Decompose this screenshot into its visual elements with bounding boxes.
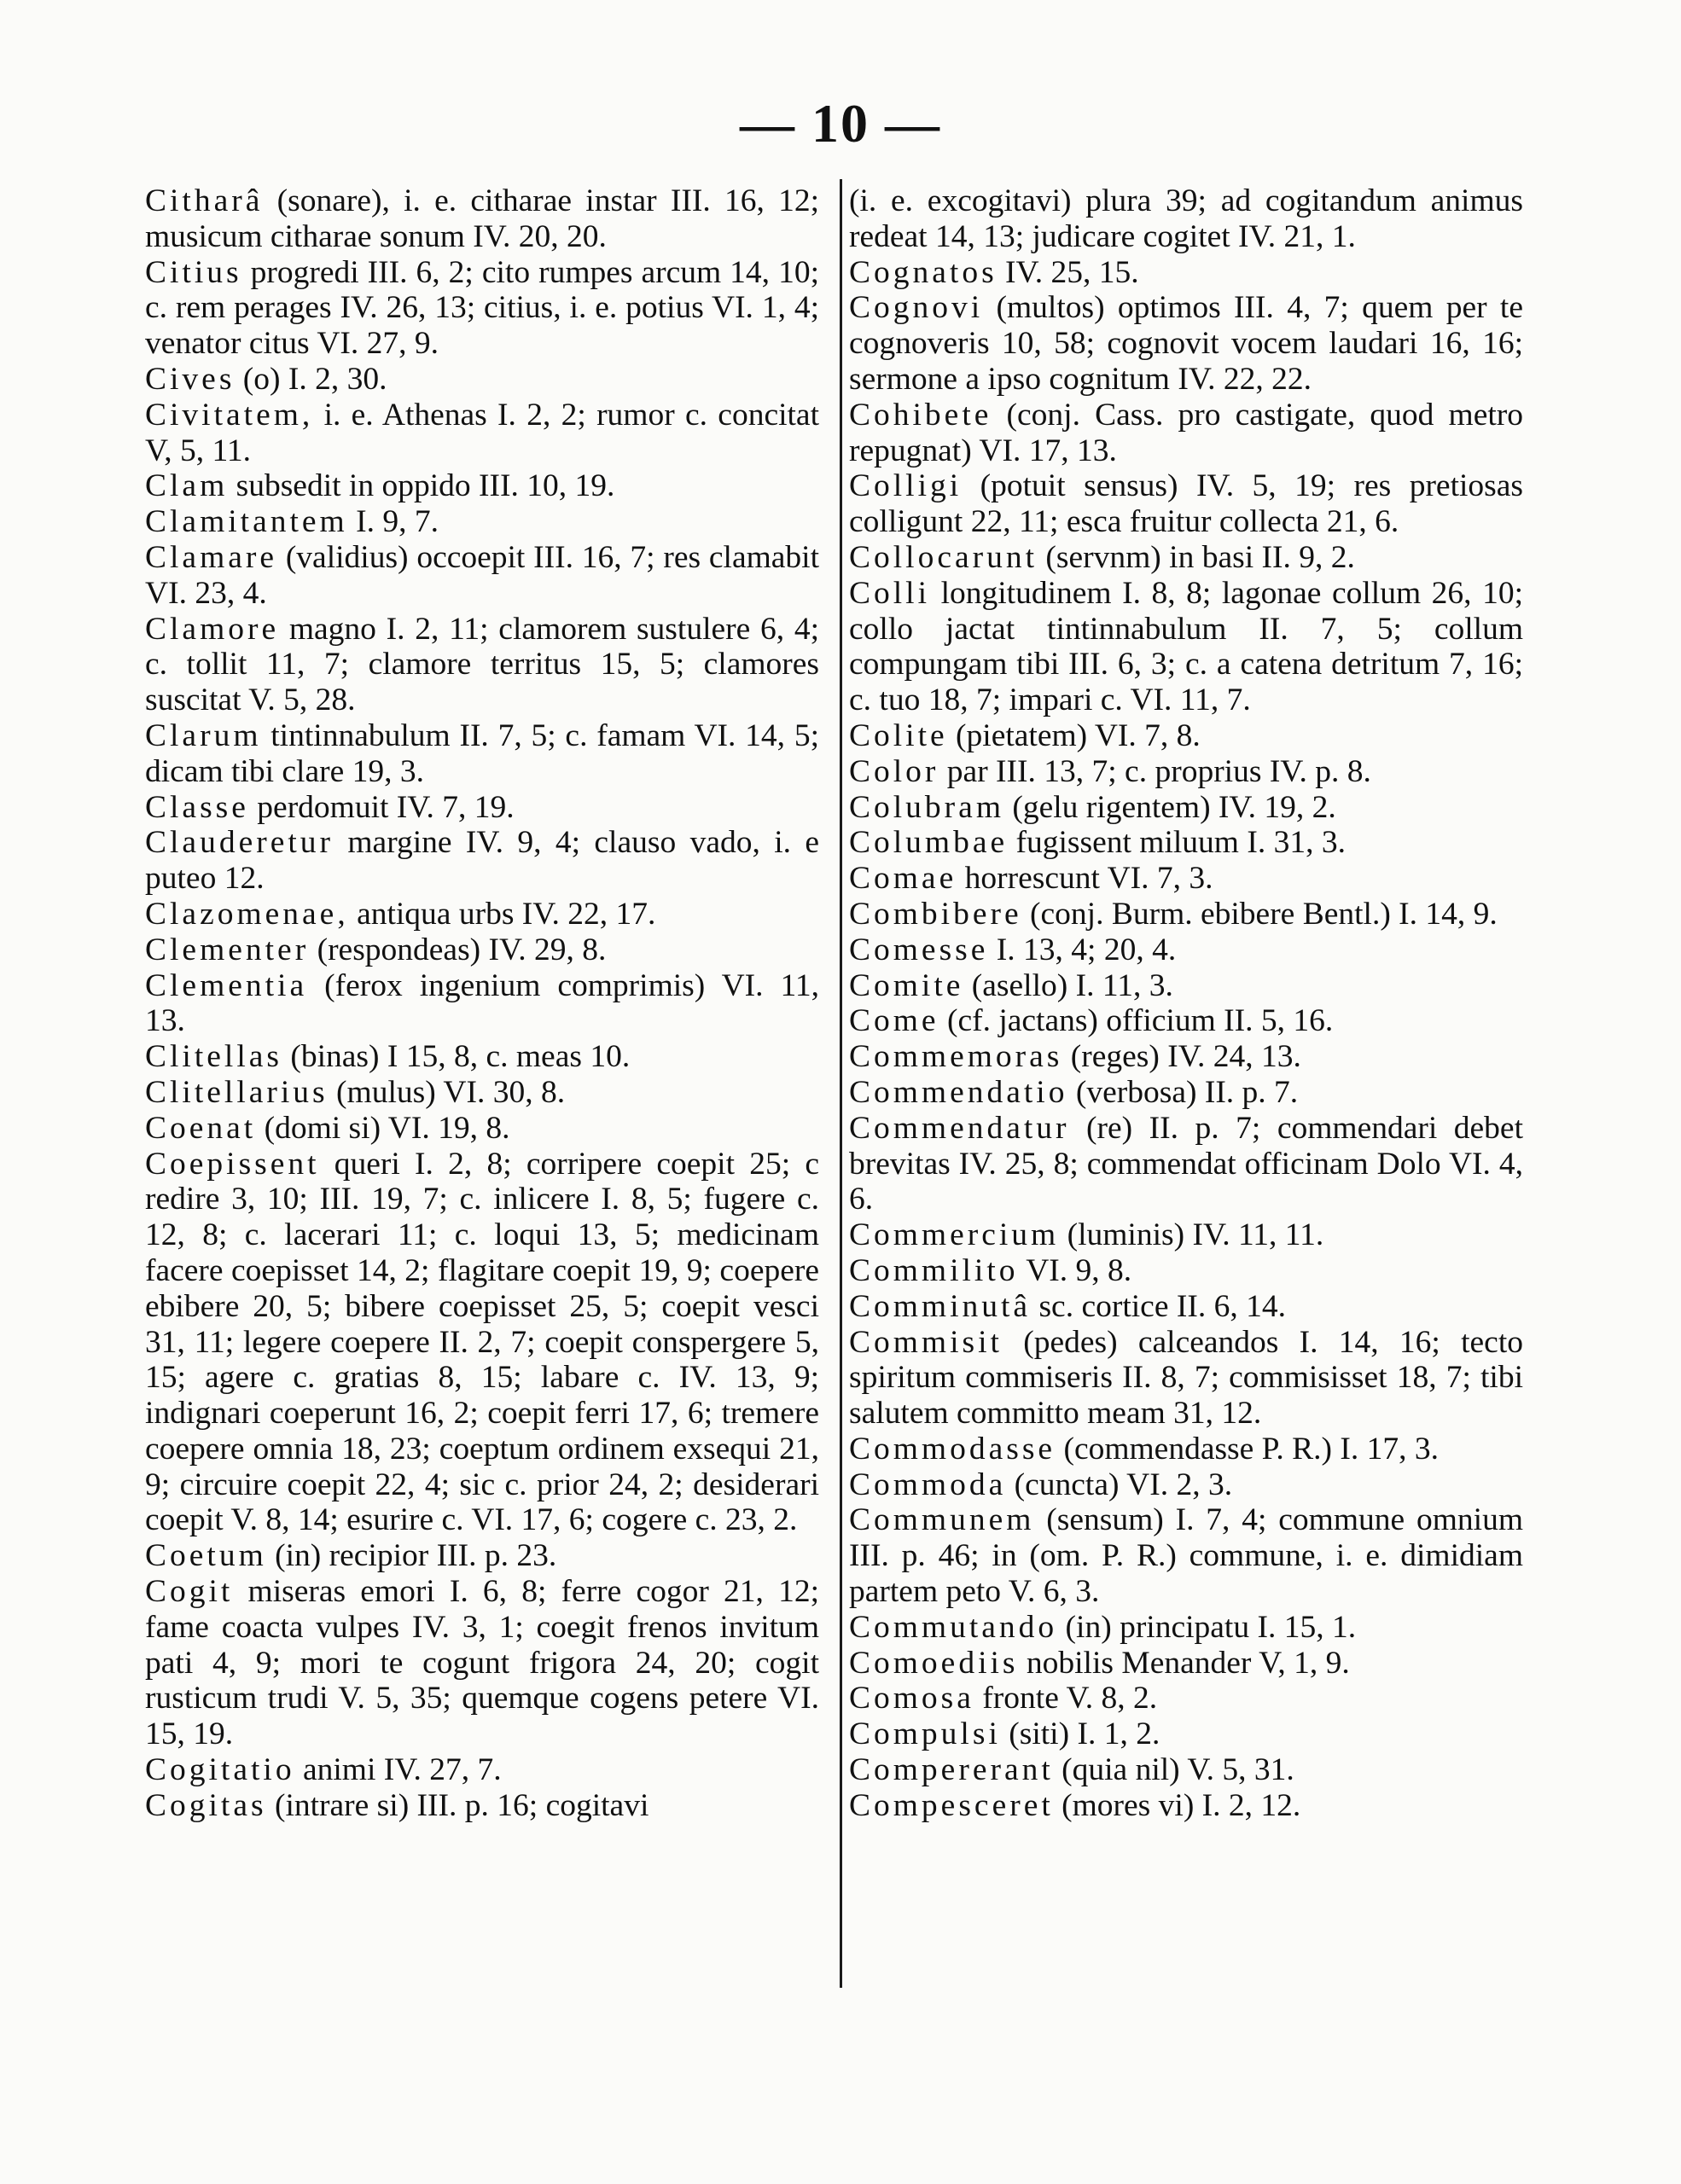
column-divider xyxy=(840,179,842,1988)
entry-text: (in) recipior III. p. 23. xyxy=(266,1538,557,1574)
entry-lemma: Clamitantem xyxy=(145,504,348,540)
entry-lemma: Classe xyxy=(145,789,249,825)
entry-lemma: Comosa xyxy=(849,1681,974,1716)
entry-lemma: Comae xyxy=(849,861,957,897)
entry-lemma: Coepissent xyxy=(145,1146,320,1182)
entry-lemma: Commercium xyxy=(849,1217,1060,1253)
index-entry xyxy=(849,255,1523,291)
index-entry xyxy=(849,1467,1523,1503)
entry-text: sc. cortice II. 6, 14. xyxy=(1031,1288,1286,1324)
entry-text: (conj. Burm. ebibere Bentl.) I. 14, 9. xyxy=(1021,896,1498,932)
index-entry xyxy=(145,468,819,504)
entry-text: (mores vi) I. 2, 12. xyxy=(1053,1787,1301,1823)
entry-text: (siti) I. 1, 2. xyxy=(1000,1716,1160,1752)
entry-text: (pedes) calceandos I. 14, 16; tecto spiritum commiseris II. 8, 7; commisisset 18, 7; tibi salutem committo meam 31, 12. xyxy=(849,1324,1523,1432)
entry-lemma: Cohibete xyxy=(849,397,992,433)
entry-lemma: Clarum xyxy=(145,717,262,753)
index-entry xyxy=(849,1502,1523,1609)
entry-lemma: Clementia xyxy=(145,967,308,1003)
entry-lemma: Cogit xyxy=(145,1574,234,1610)
entry-lemma: Colubram xyxy=(849,789,1004,825)
index-entry xyxy=(145,398,819,469)
entry-text: (ferox ingenium comprimis) VI. 11, 13. xyxy=(145,967,819,1039)
entry-text: (respondeas) IV. 29, 8. xyxy=(309,932,607,967)
index-entry xyxy=(849,1003,1523,1039)
entry-lemma: Coenat xyxy=(145,1110,257,1146)
entry-text: (o) I. 2, 30. xyxy=(235,361,387,397)
page-number: — 10 — xyxy=(740,93,941,154)
entry-text: (intrare si) III. p. 16; cogitavi xyxy=(266,1787,649,1823)
index-entry xyxy=(145,968,819,1040)
entry-text: (cuncta) VI. 2, 3. xyxy=(1006,1467,1233,1502)
entry-text: horrescunt VI. 7, 3. xyxy=(957,861,1213,897)
index-entry xyxy=(145,1752,819,1788)
entry-lemma: Comoediis xyxy=(849,1645,1019,1681)
left-column xyxy=(145,183,819,1824)
entry-text: (gelu rigentem) IV. 19, 2. xyxy=(1003,789,1336,825)
entry-lemma: Coetum xyxy=(145,1538,267,1574)
entry-lemma: Color xyxy=(849,753,939,789)
entry-text: longitudinem I. 8, 8; lagonae collum 26, 10; collo jactat tintinnabulum II. 7, 5; collum compungam tibi III. 6, 3; c. a catena detritum 7, 16; c. tuo 18, 7; impari c. VI. 11, 7. xyxy=(849,575,1523,718)
index-entry xyxy=(849,718,1523,754)
entry-text: magno I. 2, 11; clamorem sustulere 6, 4; c. tollit 11, 7; clamore territus 15, 5; clamores suscitat V. 5, 28. xyxy=(145,611,819,718)
entry-text: I. 9, 7. xyxy=(347,504,439,540)
entry-text: progredi III. 6, 2; cito rumpes arcum 14, 10; c. rem perages IV. 26, 13; citius, i. e. potius VI. 1, 4; venator citus VI. 27, 9. xyxy=(145,254,819,362)
entry-text: (conj. Cass. pro castigate, quod metro repugnat) VI. 17, 13. xyxy=(849,397,1523,468)
entry-text: subsedit in oppido III. 10, 19. xyxy=(228,468,615,504)
entry-text: (pietatem) VI. 7, 8. xyxy=(947,717,1201,753)
index-entry xyxy=(849,1681,1523,1716)
entry-lemma: Clitellas xyxy=(145,1039,282,1075)
index-entry xyxy=(849,540,1523,576)
entry-lemma: Commutando xyxy=(849,1609,1058,1645)
index-entry xyxy=(145,183,819,255)
index-entry xyxy=(849,1325,1523,1432)
entry-lemma: Commilito xyxy=(849,1252,1019,1288)
entry-text: (commendasse P. R.) I. 17, 3. xyxy=(1056,1431,1439,1467)
entry-lemma: Commodasse xyxy=(849,1431,1056,1467)
entry-lemma: Clamare xyxy=(145,539,278,575)
entry-lemma: Clementer xyxy=(145,932,310,967)
entry-text: VI. 9, 8. xyxy=(1018,1252,1132,1288)
entry-lemma: Clam xyxy=(145,468,229,504)
entry-lemma: Citharâ xyxy=(145,183,264,218)
entry-text: (sonare), i. e. citharae instar III. 16, 12; musicum citharae sonum IV. 20, 20. xyxy=(145,183,819,254)
index-entry xyxy=(145,1538,819,1574)
entry-lemma: Cogitatio xyxy=(145,1752,295,1788)
index-entry xyxy=(849,1432,1523,1467)
entry-lemma: Communem xyxy=(849,1502,1035,1538)
index-entry xyxy=(849,1646,1523,1682)
entry-text: tintinnabulum II. 7, 5; c. famam VI. 14, 5; dicam tibi clare 19, 3. xyxy=(145,717,819,789)
entry-text: I. 13, 4; 20, 4. xyxy=(988,932,1177,967)
entry-text: (mulus) VI. 30, 8. xyxy=(328,1074,566,1110)
entry-lemma: Cogitas xyxy=(145,1787,267,1823)
entry-text: IV. 25, 15. xyxy=(997,254,1139,290)
entry-text: (luminis) IV. 11, 11. xyxy=(1059,1217,1324,1253)
index-entry xyxy=(849,754,1523,790)
entry-text: fugissent miluum I. 31, 3. xyxy=(1008,825,1346,861)
entry-text: (validius) occoepit III. 16, 7; res clamabit VI. 23, 4. xyxy=(145,539,819,611)
entry-lemma: Civitatem, xyxy=(145,397,314,433)
entry-text: (verbosa) II. p. 7. xyxy=(1067,1074,1299,1110)
entry-lemma: Colli xyxy=(849,575,931,611)
entry-lemma: Comminutâ xyxy=(849,1288,1032,1324)
entry-text: (potuit sensus) IV. 5, 19; res pretiosas colligunt 22, 11; esca fruitur collecta 21, 6. xyxy=(849,468,1523,540)
entry-lemma: Compulsi xyxy=(849,1716,1001,1752)
entry-lemma: Citius xyxy=(145,254,242,290)
index-entry xyxy=(145,612,819,718)
entry-text: antiqua urbs IV. 22, 17. xyxy=(348,896,656,932)
entry-lemma: Combibere xyxy=(849,896,1022,932)
index-entry xyxy=(145,1147,819,1539)
entry-lemma: Commoda xyxy=(849,1467,1007,1502)
index-entry xyxy=(849,1788,1523,1824)
index-entry xyxy=(145,504,819,540)
entry-lemma: Comesse xyxy=(849,932,989,967)
entry-lemma: Collocarunt xyxy=(849,539,1038,575)
entry-lemma: Clamore xyxy=(145,611,280,647)
entry-text: (quia nil) V. 5, 31. xyxy=(1053,1752,1294,1788)
entry-text: (multos) optimos III. 4, 7; quem per te cognoveris 10, 58; cognovit vocem laudari 16, 16; sermone a ipso cognitum IV. 22, 22. xyxy=(849,290,1523,397)
entry-text: (re) II. p. 7; commendari debet brevitas IV. 25, 8; commendat officinam Dolo VI. 4, 6. xyxy=(849,1110,1523,1217)
index-entry xyxy=(849,861,1523,897)
entry-text: miseras emori I. 6, 8; ferre cogor 21, 12; fame coacta vulpes IV. 3, 1; coegit frenos invitum pati 4, 9; mori te cogunt frigora 24, 20; cogit rusticum trudi V. 5, 35; quemque cogens petere VI. 15, 19. xyxy=(145,1574,819,1752)
index-entry xyxy=(849,1716,1523,1752)
index-entry xyxy=(849,1289,1523,1325)
entry-text: perdomuit IV. 7, 19. xyxy=(248,789,515,825)
entry-lemma: Come xyxy=(849,1003,939,1039)
entry-lemma: Cives xyxy=(145,361,236,397)
entry-lemma: Compesceret xyxy=(849,1787,1054,1823)
entry-lemma: Commendatio xyxy=(849,1074,1068,1110)
entry-text: i. e. Athenas I. 2, 2; rumor c. concitat V, 5, 11. xyxy=(145,397,819,468)
entry-text: (reges) IV. 24, 13. xyxy=(1062,1039,1301,1075)
entry-lemma: Commemoras xyxy=(849,1039,1063,1075)
index-entry xyxy=(145,718,819,790)
entry-lemma: Colligi xyxy=(849,468,963,504)
index-entry xyxy=(849,1253,1523,1289)
entry-lemma: Commisit xyxy=(849,1324,1003,1360)
entry-text: (i. e. excogitavi) plura 39; ad cogitandum animus redeat 14, 13; judicare cogitet IV. 21, 1. xyxy=(849,183,1523,254)
right-column xyxy=(849,183,1523,1824)
index-entry xyxy=(145,1111,819,1147)
entry-lemma: Cognovi xyxy=(849,290,984,326)
index-entry xyxy=(849,1217,1523,1253)
entry-lemma: Columbae xyxy=(849,825,1009,861)
index-entry xyxy=(145,255,819,362)
entry-text: queri I. 2, 8; corripere coepit 25; c redire 3, 10; III. 19, 7; c. inlicere I. 8, 5; fugere c. 12, 8; c. lacerari 11; c. loqui 13, 5; medicinam facere coepisset 14, 2; flagitare coepit 19, 9; coepere ebibere 20, 5; bibere coepisset 25, 5; coepit vesci 31, 11; legere coepere II. 2, 7; coepit conspergere 5, 15; agere c. gratias 8, 15; labare c. IV. 13, 9; indignari coeperunt 16, 2; coepit ferri 17, 6; tremere coepere omnia 18, 23; coeptum ordinem exsequi 21, 9; circuire coepit 22, 4; sic c. prior 24, 2; desiderari coepit V. 8, 14; esurire c. VI. 17, 6; cogere c. 23, 2. xyxy=(145,1146,819,1538)
index-entry xyxy=(145,897,819,932)
entry-text: (sensum) I. 7, 4; commune omnium III. p. 46; in (om. P. R.) commune, i. e. dimidiam partem peto V. 6, 3. xyxy=(849,1502,1523,1610)
index-entry xyxy=(849,968,1523,1004)
entry-lemma: Clazomenae, xyxy=(145,896,349,932)
index-entry xyxy=(849,932,1523,968)
entry-lemma: Comite xyxy=(849,967,964,1003)
entry-lemma: Clauderetur xyxy=(145,825,334,861)
entry-text: (servnm) in basi II. 9, 2. xyxy=(1038,539,1355,575)
index-entry xyxy=(849,1752,1523,1788)
entry-text: nobilis Menander V, 1, 9. xyxy=(1018,1645,1350,1681)
entry-text: (domi si) VI. 19, 8. xyxy=(256,1110,510,1146)
entry-text: par III. 13, 7; c. proprius IV. p. 8. xyxy=(939,753,1371,789)
entry-text: fronte V. 8, 2. xyxy=(974,1681,1158,1716)
index-entry xyxy=(849,576,1523,718)
index-entry xyxy=(849,398,1523,469)
index-entry xyxy=(145,540,819,612)
index-entry xyxy=(145,932,819,968)
entry-lemma: Cognatos xyxy=(849,254,998,290)
entry-text: animi IV. 27, 7. xyxy=(294,1752,502,1788)
entry-lemma: Compererant xyxy=(849,1752,1054,1788)
entry-lemma: Colite xyxy=(849,717,948,753)
entry-text: (asello) I. 11, 3. xyxy=(963,967,1173,1003)
index-entry xyxy=(145,1039,819,1075)
index-entry xyxy=(145,362,819,398)
entry-lemma: Clitellarius xyxy=(145,1074,329,1110)
index-entry xyxy=(849,897,1523,932)
index-entry xyxy=(849,790,1523,826)
index-entry xyxy=(849,1039,1523,1075)
index-entry xyxy=(849,290,1523,397)
index-entry xyxy=(145,1574,819,1752)
index-entry xyxy=(849,183,1523,255)
index-entry xyxy=(849,468,1523,540)
index-entry xyxy=(849,825,1523,861)
index-entry xyxy=(145,1075,819,1111)
entry-text: margine IV. 9, 4; clauso vado, i. e puteo 12. xyxy=(145,825,819,897)
index-entry xyxy=(849,1111,1523,1217)
index-entry xyxy=(849,1610,1523,1646)
entry-lemma: Commendatur xyxy=(849,1110,1070,1146)
index-entry xyxy=(145,790,819,826)
entry-text: (binas) I 15, 8, c. meas 10. xyxy=(282,1039,631,1075)
entry-text: (in) principatu I. 15, 1. xyxy=(1057,1609,1357,1645)
index-entry xyxy=(145,825,819,897)
entry-text: (cf. jactans) officium II. 5, 16. xyxy=(939,1003,1334,1039)
index-entry xyxy=(145,1788,819,1824)
index-entry xyxy=(849,1075,1523,1111)
